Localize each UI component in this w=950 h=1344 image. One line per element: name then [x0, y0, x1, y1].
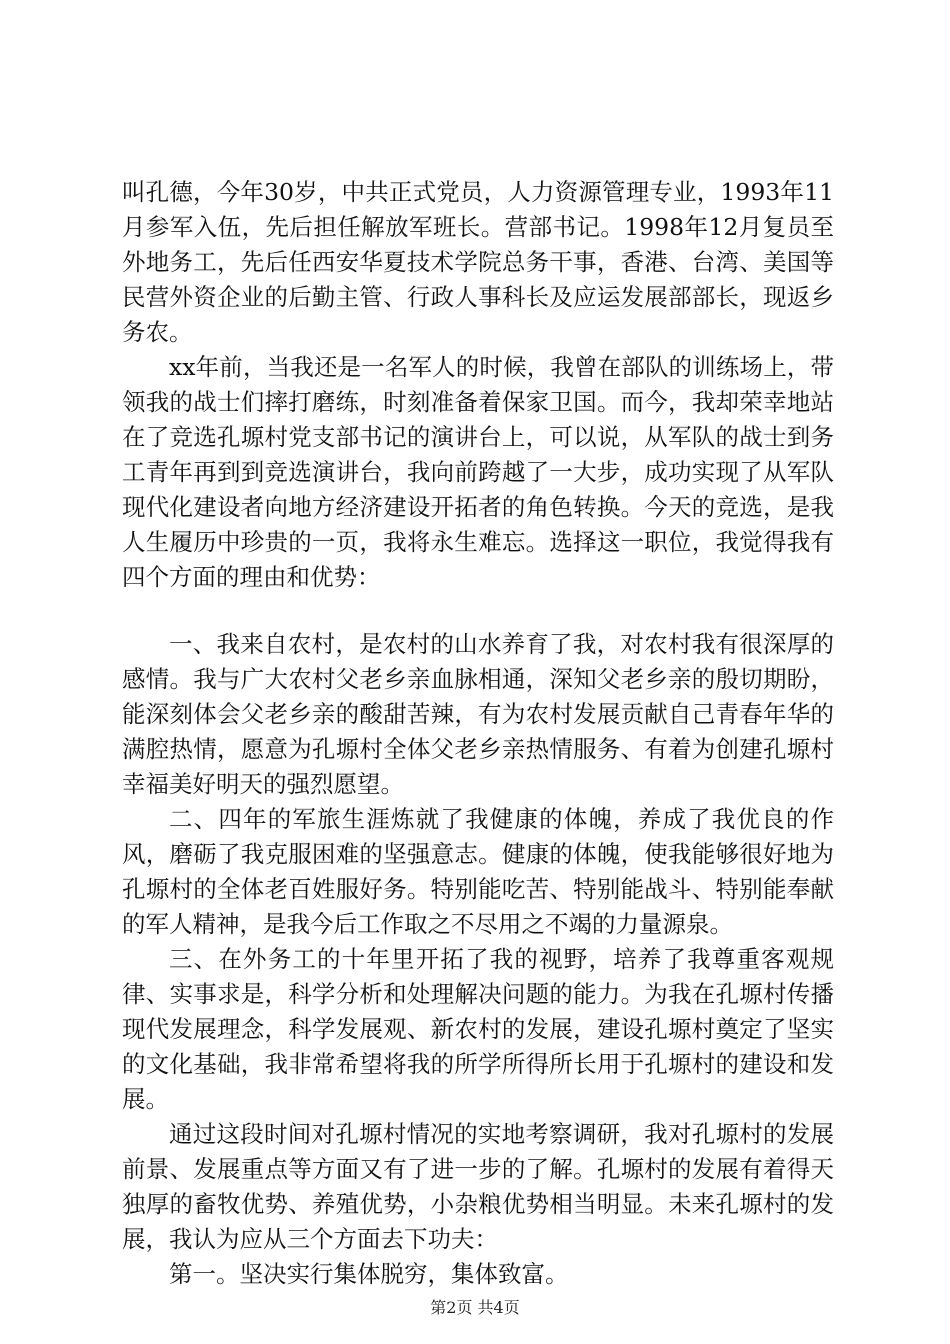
- paragraph-6: 通过这段时间对孔塬村情况的实地考察调研，我对孔塬村的发展前景、发展重点等方面又有了进一步的了解。孔塬村的发展有着得天独厚的畜牧优势、养殖优势，小杂粮优势相当明显。未来孔塬村的发展，我认为应从三个方面去下功夫：: [122, 1120, 834, 1253]
- paragraph-7: 第一。坚决实行集体脱穷，集体致富。: [169, 1260, 569, 1288]
- paragraph-1: 叫孔德，今年30岁，中共正式党员，人力资源管理专业，1993年11月参军入伍，先后担任解放军班长。营部书记。1998年12月复员至外地务工，先后任西安华夏技术学院总务干事，香港、台湾、美国等民营外资企业的后勤主管、行政人事科长及应运发展部部长，现返乡务农。: [122, 178, 834, 346]
- paragraph-5: 三、在外务工的十年里开拓了我的视野，培养了我尊重客观规律、实事求是，科学分析和处理解决问题的能力。为我在孔塬村传播现代发展理念，科学发展观、新农村的发展，建设孔塬村奠定了坚实的文化基础，我非常希望将我的所学所得所长用于孔塬村的建设和发展。: [122, 945, 834, 1113]
- document-body: [122, 175, 834, 1292]
- paragraph-4: 二、四年的军旅生涯炼就了我健康的体魄，养成了我优良的作风，磨砺了我克服困难的坚强意志。健康的体魄，使我能够很好地为孔塬村的全体老百姓服好务。特别能吃苦、特别能战斗、特别能奉献的军人精神，是我今后工作取之不尽用之不竭的力量源泉。: [122, 805, 834, 938]
- page-number-footer: 第2页 共4页: [430, 1298, 520, 1317]
- paragraph-2: xx年前，当我还是一名军人的时候，我曾在部队的训练场上，带领我的战士们摔打磨练，时刻准备着保家卫国。而今，我却荣幸地站在了竞选孔塬村党支部书记的演讲台上，可以说，从军队的战士到务工青年再到到竞选演讲台，我向前跨越了一大步，成功实现了从军队现代化建设者向地方经济建设开拓者的角色转换。今天的竞选，是我人生履历中珍贵的一页，我将永生难忘。选择这一职位，我觉得我有四个方面的理由和优势：: [122, 353, 834, 591]
- paragraph-3: 一、我来自农村，是农村的山水养育了我，对农村我有很深厚的感情。我与广大农村父老乡亲血脉相通，深知父老乡亲的殷切期盼，能深刻体会父老乡亲的酸甜苦辣，有为农村发展贡献自己青春年华的满腔热情，愿意为孔塬村全体父老乡亲热情服务、有着为创建孔塬村幸福美好明天的强烈愿望。: [122, 630, 834, 798]
